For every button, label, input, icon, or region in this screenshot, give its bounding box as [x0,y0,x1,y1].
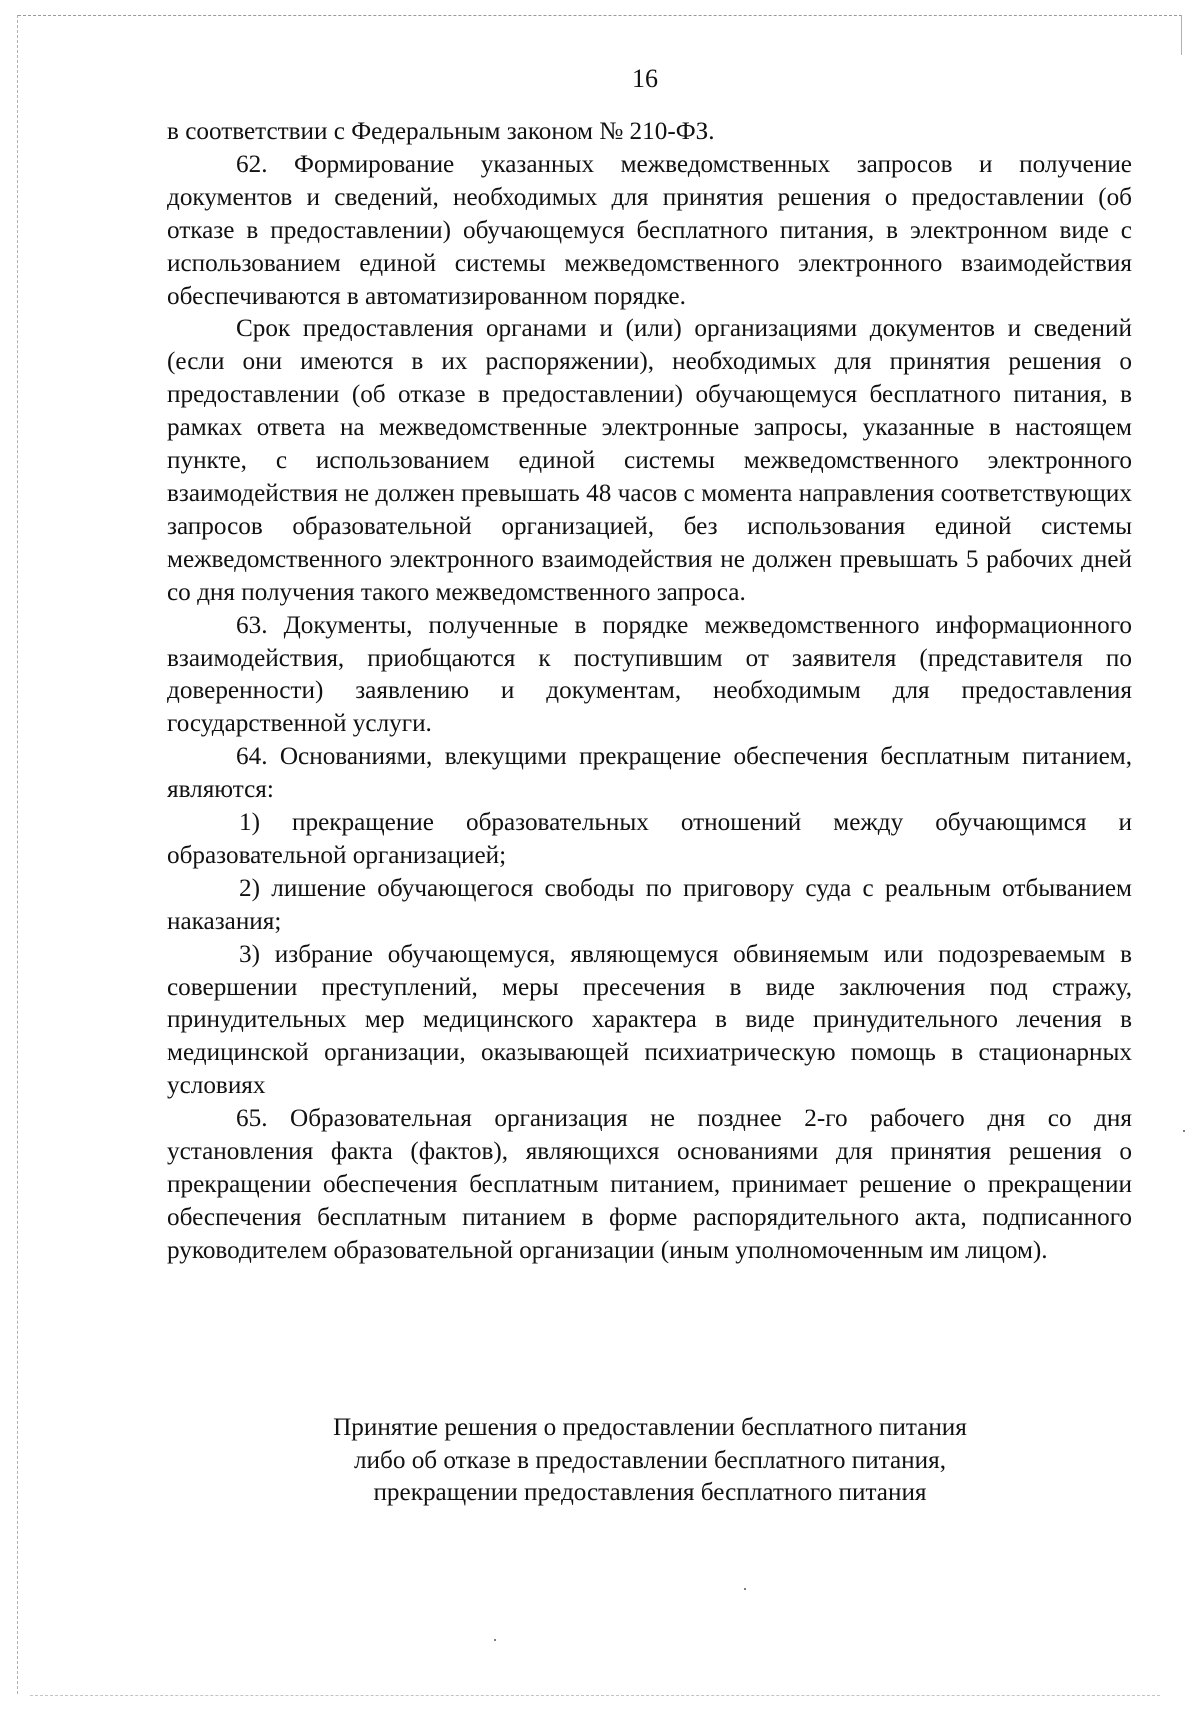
scan-border-left [17,15,18,1694]
paragraph-62: 62. Формирование указанных межведомственных запросов и получение документов и сведений, необходимых для принятия решения о предоставлении (об отказе в предоставлении) обучающемуся бесплатного питания, в электронном виде с использованием единой системы межведомственного электронного взаимодействия обеспечиваются в автоматизированном порядке. [167,150,1132,310]
page-number: 16 [632,64,658,93]
document-body [167,116,1132,1268]
scan-speck [1183,1130,1185,1132]
paragraph-continuation: в соответствии с Федеральным законом № 210-ФЗ. [167,118,715,145]
scan-border-bottom [30,1695,1160,1696]
section-heading-line-1: Принятие решения о предоставлении бесплатного питания [333,1414,967,1441]
section-heading [220,1412,1080,1510]
list-item-1: 1) прекращение образовательных отношений между обучающимся и образовательной организацией; [167,809,1132,869]
list-item-2: 2) лишение обучающегося свободы по приговору суда с реальным отбыванием наказания; [167,874,1132,935]
scan-speck [494,1639,496,1641]
section-heading-line-2: либо об отказе в предоставлении бесплатного питания, [353,1446,947,1474]
scan-speck [744,1588,746,1590]
paragraph-65: 65. Образовательная организация не позднее 2-го рабочего дня со дня установления факта (фактов), являющихся основаниями для принятия решения о прекращении обеспечения бесплатным питанием, принимает решение о прекращении обеспечения бесплатным питанием в форме распорядительного акта, подписанного руководителем образовательной организации (иным уполномоченным им лицом). [167,1105,1132,1264]
section-heading-line-3: прекращении предоставления бесплатного питания [373,1479,927,1506]
scan-border-right [1181,15,1182,55]
scan-border-top [18,15,1182,16]
list-item-3: 3) избрание обучающемуся, являющемуся обвиняемым или подозреваемым в совершении преступлений, меры пресечения в виде заключения под стражу, принудительных мер медицинского характера в виде принудительного лечения в медицинской организации, оказывающей психиатрическую помощь в стационарных условиях [167,940,1132,1100]
paragraph-deadline: Срок предоставления органами и (или) организациями документов и сведений (если они имеются в их распоряжении), необходимых для принятия решения о предоставлении (об отказе в предоставлении) обучающемуся бесплатного питания, в рамках ответа на межведомственные электронные запросы, указанные в настоящем пункте, с использованием единой системы межведомственного электронного взаимодействия не должен превышать 48 часов с момента направления соответствующих запросов образовательной организацией, без использования единой системы межведомственного электронного взаимодействия не должен превышать 5 рабочих дней со дня получения такого межведомственного запроса. [167,315,1132,606]
paragraph-64: 64. Основаниями, влекущими прекращение обеспечения бесплатным питанием, являются: [167,743,1132,804]
paragraph-63: 63. Документы, полученные в порядке межведомственного информационного взаимодействия, приобщаются к поступившим от заявителя (представителя по доверенности) заявлению и документам, необходимым для предоставления государственной услуги. [167,611,1132,738]
